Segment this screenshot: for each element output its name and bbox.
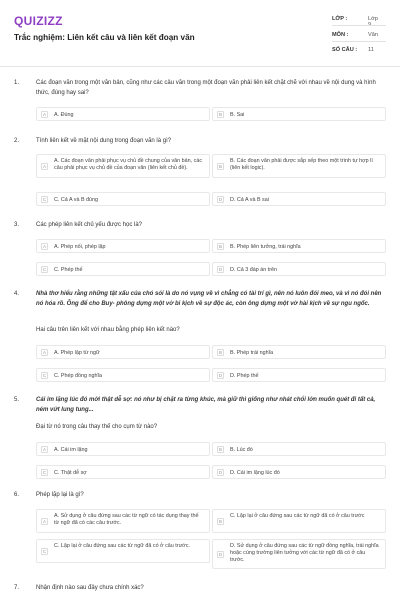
option-text: D. Sử dụng ở câu đứng sau các từ ngữ đồng nghĩa, trái nghĩa hoặc cùng trường liên tưởng với các từ ngữ đã có ở câu trước. [230, 542, 379, 564]
option-a[interactable] [36, 345, 210, 359]
option-text: C. Lặp lại ở câu đứng sau các từ ngữ đã có ở câu trước [230, 512, 365, 519]
option-letter-box: B [218, 112, 222, 117]
option-text: B. Các đoạn văn phải được sắp xếp theo một trình tự hợp lí (liên kết logic). [230, 157, 373, 171]
option-text: B. Sai [230, 111, 245, 118]
question-text: Tính liên kết về mặt nội dung trong đoạn văn là gì? [36, 138, 172, 144]
question-text: Đại từ nó trong câu thay thế cho cụm từ nào? [36, 424, 158, 430]
option-a[interactable] [36, 154, 210, 178]
option-letter-box: A [42, 447, 46, 452]
option-d[interactable] [212, 192, 386, 206]
meta-subject-label: MÔN : [332, 32, 349, 38]
option-letter-box: D [218, 470, 223, 475]
question-text: Các đoạn văn trong một văn bản, cũng như các câu văn trong một đoạn văn phải liên kết chặt chẽ với nhau về nội dung và hình thức, đúng hay sai? [36, 80, 376, 96]
option-text: B. Phép liên tưởng, trái nghĩa [230, 243, 301, 250]
option-c[interactable] [36, 465, 210, 479]
option-text: D. Cả 3 đáp án trên [230, 266, 278, 273]
option-letter-box: C [42, 197, 47, 202]
option-b[interactable] [212, 239, 386, 253]
option-b[interactable] [212, 442, 386, 456]
page-title: Trắc nghiệm: Liên kết câu và liên kết đoạn văn [14, 33, 195, 42]
question-number: 1. [14, 80, 20, 86]
option-letter-box: D [218, 552, 223, 557]
option-text: A. Các đoạn văn phải phục vụ chủ đề chung của văn bản, các câu phải phục vụ chủ đề của đoạn văn (liên kết chủ đề). [54, 157, 203, 171]
question-number: 4. [14, 291, 20, 297]
option-d[interactable] [212, 539, 386, 569]
option-letter-box: D [218, 197, 223, 202]
meta-count-label: SỐ CÂU : [332, 47, 358, 53]
meta-divider [332, 41, 386, 42]
option-c[interactable] [36, 368, 210, 382]
option-letter-box: A [42, 244, 46, 249]
option-letter-box: D [218, 267, 223, 272]
question-number: 5. [14, 397, 20, 403]
option-text: B. Lúc đó [230, 446, 253, 453]
option-letter-box: A [42, 519, 46, 524]
option-text: A. Cái im lặng [54, 446, 88, 453]
question-number: 7. [14, 585, 20, 591]
option-letter-box: A [42, 112, 46, 117]
option-text: C. Phép đồng nghĩa [54, 372, 102, 379]
option-letter-box: C [42, 470, 47, 475]
question-passage: Nhà thơ hiểu rằng những tật xấu của chó sói là do nó vụng về vì chẳng có tài trí gì, nên nó luôn đói meo, và vì nó đói nên nó hóa rồ. Ông để cho Buy- phông dựng một vở bi kịch về sự độc ác, còn ông dựng một vở hài kịch về sự ngu ngốc. [36, 291, 382, 307]
option-letter-box: B [218, 164, 222, 169]
option-b[interactable] [212, 509, 386, 533]
question-text: Phép lặp lại là gì? [36, 492, 84, 498]
option-letter-box: D [218, 373, 223, 378]
option-b[interactable] [212, 345, 386, 359]
meta-divider [332, 25, 386, 26]
option-letter-box: A [42, 164, 46, 169]
question-passage: Cái im lặng lúc đó mới thật dễ sợ: nó như bị chặt ra từng khúc, mà giữ thì giống như nhát chổi lớn muốn quét đi tất cả, ném vứt lung tung... [36, 397, 376, 413]
option-text: C. Lặp lại ở câu đứng sau các từ ngữ đã có ở câu trước. [54, 542, 190, 549]
option-c[interactable] [36, 262, 210, 276]
meta-subject-value: Văn [368, 32, 378, 38]
worksheet-header [0, 0, 400, 66]
option-text: D. Phép thế [230, 372, 259, 379]
option-text: A. Sử dụng ở câu đứng sau các từ ngữ có tác dụng thay thế từ ngữ đã có các câu trước. [54, 512, 199, 526]
option-text: B. Phép trái nghĩa [230, 349, 274, 356]
option-a[interactable] [36, 509, 210, 533]
question-number: 3. [14, 222, 20, 228]
meta-grade-label: LỚP : [332, 16, 348, 22]
question-text: Các phép liên kết chủ yếu được học là? [36, 222, 143, 228]
option-text: A. Đúng [54, 111, 74, 118]
meta-grade-value: Lớp [368, 16, 378, 22]
meta-count-value: 11 [368, 47, 374, 53]
option-a[interactable] [36, 107, 210, 121]
option-letter-box: C [42, 549, 47, 554]
question-text: Hai câu trên liên kết với nhau bằng phép liên kết nào? [36, 327, 180, 333]
option-text: C. Thật dễ sợ [54, 469, 87, 476]
option-text: C. Phép thế [54, 266, 83, 273]
option-letter-box: B [218, 447, 222, 452]
option-text: A. Phép nối, phép lặp [54, 243, 106, 250]
question-number: 6. [14, 492, 20, 498]
question-text: Nhận định nào sau đây chưa chính xác? [36, 585, 144, 591]
option-letter-box: C [42, 373, 47, 378]
header-divider [0, 66, 400, 67]
option-b[interactable] [212, 154, 386, 178]
option-text: C. Cả A và B đúng [54, 196, 99, 203]
option-text: D. Cái im lặng lúc đó [230, 469, 280, 476]
option-a[interactable] [36, 239, 210, 253]
option-c[interactable] [36, 192, 210, 206]
option-a[interactable] [36, 442, 210, 456]
option-letter-box: B [218, 244, 222, 249]
option-b[interactable] [212, 107, 386, 121]
option-letter-box: B [218, 350, 222, 355]
option-text: A. Phép lặp từ ngữ [54, 349, 100, 356]
option-letter-box: B [218, 519, 222, 524]
option-d[interactable] [212, 465, 386, 479]
option-letter-box: C [42, 267, 47, 272]
option-c[interactable] [36, 539, 210, 563]
option-d[interactable] [212, 262, 386, 276]
question-number: 2. [14, 138, 20, 144]
option-d[interactable] [212, 368, 386, 382]
option-text: D. Cả A và B sai [230, 196, 269, 203]
option-letter-box: A [42, 350, 46, 355]
quizizz-logo: QUIZIZZ [14, 14, 63, 28]
